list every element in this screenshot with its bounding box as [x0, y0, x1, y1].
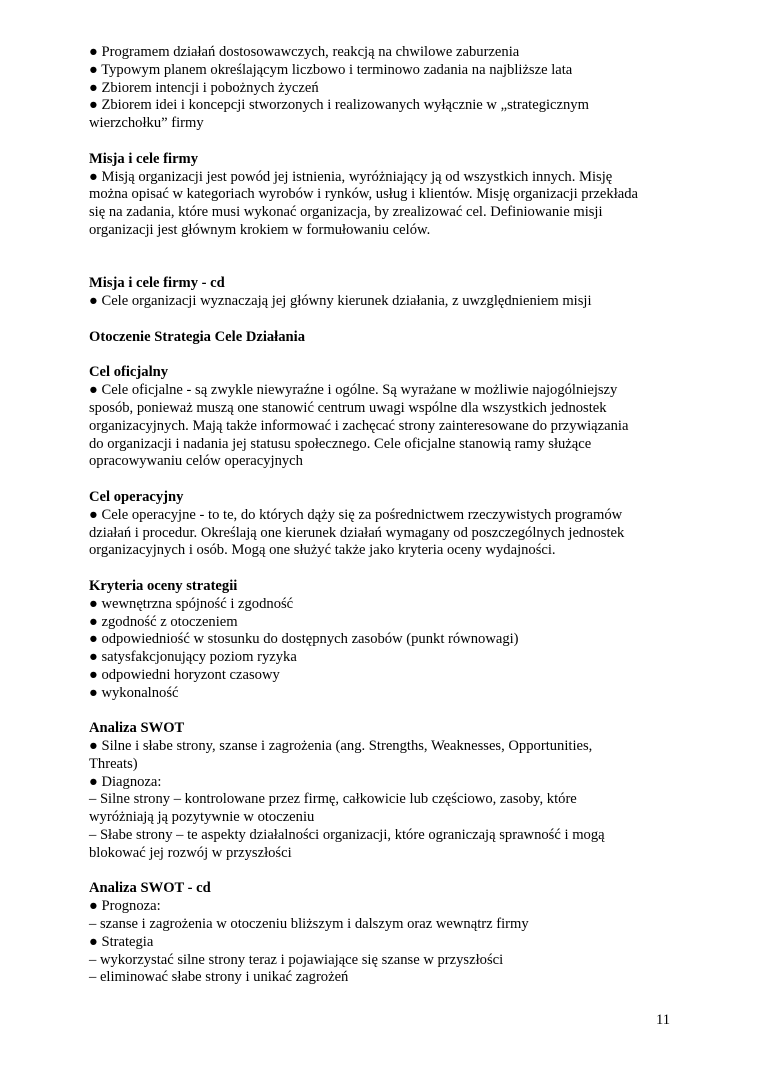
- section-heading: Kryteria oceny strategii: [89, 577, 238, 594]
- paragraph-line: – Silne strony – kontrolowane przez firmę, całkowicie lub częściowo, zasoby, które: [89, 791, 577, 808]
- paragraph-line: ● Cele operacyjne - to te, do których dąży się za pośrednictwem rzeczywistych programów: [89, 506, 623, 523]
- paragraph-line: ● Misją organizacji jest powód jej istnienia, wyróżniający ją od wszystkich innych. Misję: [89, 168, 613, 185]
- list-item: ● wewnętrzna spójność i zgodność: [89, 595, 294, 612]
- page-number: 11: [656, 1012, 671, 1028]
- paragraph-line: organizacyjnych. Mają także informować i zachęcać strony zainteresowane do przywiązania: [89, 417, 629, 434]
- spacer: [89, 471, 689, 489]
- paragraph-line: ● Strategia: [89, 933, 154, 950]
- list-item: ● zgodność z otoczeniem: [89, 613, 238, 630]
- paragraph-line: ● Silne i słabe strony, szanse i zagrożenia (ang. Strengths, Weaknesses, Opportunities,: [89, 738, 593, 755]
- section-mission: [89, 151, 689, 240]
- section-heading: Misja i cele firmy - cd: [89, 275, 225, 292]
- intro-list: [89, 44, 689, 133]
- section-swot: [89, 720, 689, 862]
- paragraph-line: się na zadania, które musi wykonać organizacja, by zrealizować cel. Definiowanie misji: [89, 204, 603, 221]
- paragraph-line: sposób, ponieważ muszą one stanowić centrum uwagi wspólne dla wszystkich jednostek: [89, 399, 607, 416]
- section-mission-cd: [89, 275, 689, 311]
- spacer: [89, 560, 689, 578]
- paragraph-line: ● Prognoza:: [89, 898, 161, 915]
- paragraph-line: Threats): [89, 755, 138, 772]
- paragraph-line: ● Cele organizacji wyznaczają jej główny kierunek działania, z uwzględnieniem misji: [89, 293, 592, 310]
- paragraph-line: ● Cele oficjalne - są zwykle niewyraźne i ogólne. Są wyrażane w możliwie najogólniejszy: [89, 382, 618, 399]
- spacer: [89, 863, 689, 881]
- section-operational-goal: [89, 489, 689, 560]
- section-environment: [89, 329, 689, 347]
- list-item: ● wykonalność: [89, 684, 179, 701]
- section-official-goal: [89, 364, 689, 471]
- paragraph-line: działań i procedur. Określają one kierunek działań wymagany od poszczególnych jednostek: [89, 524, 625, 541]
- paragraph-line: organizacyjnych i osób. Mogą one służyć także jako kryteria oceny wydajności.: [89, 542, 556, 559]
- paragraph-line: blokować jej rozwój w przyszłości: [89, 844, 292, 861]
- section-heading: Otoczenie Strategia Cele Działania: [89, 328, 306, 345]
- list-item: ● Zbiorem idei i koncepcji stworzonych i realizowanych wyłącznie w „strategicznym: [89, 97, 589, 114]
- section-criteria: [89, 578, 689, 703]
- paragraph-line: – wykorzystać silne strony teraz i pojawiające się szanse w przyszłości: [89, 951, 504, 968]
- spacer: [89, 347, 689, 365]
- paragraph-line: – eliminować słabe strony i unikać zagrożeń: [89, 969, 349, 986]
- list-item: ● satysfakcjonujący poziom ryzyka: [89, 649, 297, 666]
- list-item: ● Typowym planem określającym liczbowo i terminowo zadania na najbliższe lata: [89, 61, 573, 78]
- section-heading: Cel operacyjny: [89, 488, 184, 505]
- section-heading: Misja i cele firmy: [89, 150, 198, 167]
- document-page: [89, 44, 689, 987]
- spacer: [89, 702, 689, 720]
- section-heading: Analiza SWOT - cd: [89, 880, 211, 897]
- list-item: ● Programem działań dostosowawczych, reakcją na chwilowe zaburzenia: [89, 44, 520, 60]
- paragraph-line: organizacji jest głównym krokiem w formułowaniu celów.: [89, 221, 431, 238]
- paragraph-line: wyróżniają ją pozytywnie w otoczeniu: [89, 809, 315, 826]
- section-heading: Analiza SWOT: [89, 720, 185, 737]
- list-item: ● odpowiedni horyzont czasowy: [89, 666, 280, 683]
- list-item: ● odpowiedniość w stosunku do dostępnych zasobów (punkt równowagi): [89, 631, 519, 648]
- spacer: [89, 240, 689, 276]
- paragraph-line: ● Diagnoza:: [89, 773, 162, 790]
- spacer: [89, 311, 689, 329]
- paragraph-line: można opisać w kategoriach wyrobów i rynków, usług i klientów. Misję organizacji przekłada: [89, 186, 639, 203]
- spacer: [89, 133, 689, 151]
- list-item-continuation: wierzchołku” firmy: [89, 115, 204, 132]
- section-heading: Cel oficjalny: [89, 364, 169, 381]
- paragraph-line: – szanse i zagrożenia w otoczeniu bliższym i dalszym oraz wewnątrz firmy: [89, 916, 529, 933]
- paragraph-line: opracowywaniu celów operacyjnych: [89, 453, 303, 470]
- list-item: ● Zbiorem intencji i pobożnych życzeń: [89, 79, 319, 96]
- section-swot-cd: [89, 880, 689, 987]
- paragraph-line: do organizacji i nadania jej statusu społecznego. Cele oficjalne stanowią ramy służące: [89, 435, 592, 452]
- paragraph-line: – Słabe strony – te aspekty działalności organizacji, które ograniczają sprawność i mogą: [89, 827, 605, 844]
